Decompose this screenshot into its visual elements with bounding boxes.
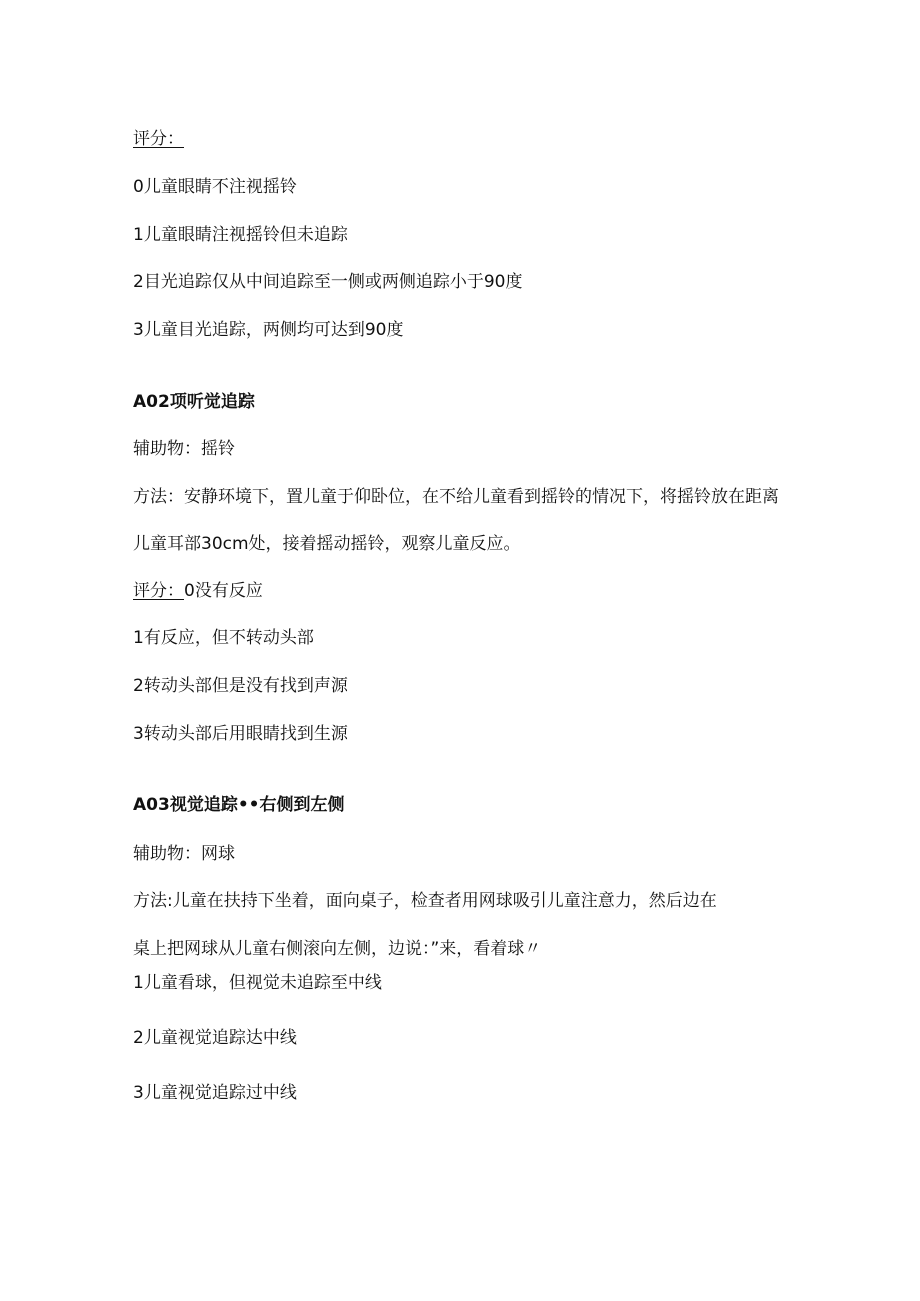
scoring-label-text: 评分： — [133, 581, 184, 601]
scoring-item: 2目光追踪仅从中间追踪至一侧或两侧追踪小于90度 — [133, 272, 523, 292]
scoring-item: 1儿童眼睛注视摇铃但未追踪 — [133, 225, 348, 245]
scoring-label — [133, 128, 184, 150]
section-heading-a02: A02项听觉追踪 — [133, 392, 255, 412]
method-text-line-1: 方法：安静环境下，置儿童于仰卧位，在不给儿童看到摇铃的情况下，将摇铃放在距离 — [133, 487, 779, 507]
scoring-item: 3儿童视觉追踪过中线 — [133, 1083, 297, 1103]
scoring-line — [133, 580, 263, 602]
scoring-item: 0儿童眼睛不注视摇铃 — [133, 177, 297, 197]
method-text-line-2: 儿童耳部30cm处，接着摇动摇铃，观察儿童反应。 — [133, 534, 521, 554]
method-text-line-2: 桌上把网球从儿童右侧滚向左侧，边说：”来，看着球〃 — [133, 939, 542, 959]
section-heading-a03: A03视觉追踪••右侧到左侧 — [133, 795, 345, 815]
scoring-item: 2儿童视觉追踪达中线 — [133, 1028, 297, 1048]
scoring-item: 2转动头部但是没有找到声源 — [133, 676, 348, 696]
scoring-item: 1儿童看球，但视觉未追踪至中线 — [133, 973, 382, 993]
scoring-item: 0没有反应 — [184, 581, 263, 601]
scoring-item: 3儿童目光追踪，两侧均可达到90度 — [133, 320, 404, 340]
aid-text: 辅助物：网球 — [133, 844, 235, 864]
method-text-line-1: 方法:儿童在扶持下坐着，面向桌子，检查者用网球吸引儿童注意力，然后边在 — [133, 891, 717, 911]
scoring-item: 1有反应，但不转动头部 — [133, 628, 314, 648]
scoring-label-text: 评分： — [133, 129, 184, 149]
scoring-item: 3转动头部后用眼睛找到生源 — [133, 724, 348, 744]
aid-text: 辅助物：摇铃 — [133, 439, 235, 459]
